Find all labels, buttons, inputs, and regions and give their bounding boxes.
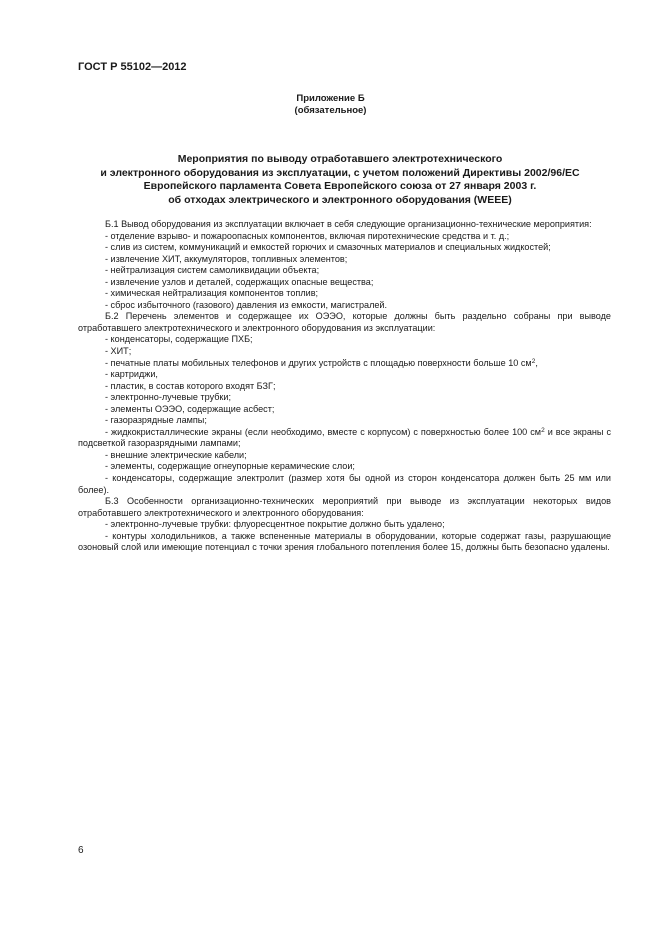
list-item: - пластик, в состав которого входят БЗГ;	[105, 380, 276, 391]
title-line-1: Мероприятия по выводу отработавшего электротехнического	[177, 153, 503, 165]
list-item: - химическая нейтрализация компонентов топлив;	[105, 288, 319, 299]
list-item-text: - жидкокристаллические экраны (если необходимо, вместе с корпусом) с поверхностью более 100 см	[105, 426, 542, 437]
document-code: ГОСТ Р 55102—2012	[78, 61, 187, 73]
list-item-text-end: ,	[535, 357, 538, 368]
list-item	[78, 427, 611, 450]
list-item: - ХИТ;	[105, 346, 132, 357]
list-item: - конденсаторы, содержащие электролит (размер хотя бы одной из сторон конденсатора должен быть 25 мм или более).	[78, 473, 611, 495]
list-item: - сброс избыточного (газового) давления из емкости, магистралей.	[105, 299, 388, 310]
list-item: - электронно-лучевые трубки;	[105, 392, 232, 403]
paragraph-b1: Б.1 Вывод оборудования из эксплуатации включает в себя следующие организационно-технические мероприятия:	[105, 219, 592, 229]
list-item: - элементы ОЭЭО, содержащие асбест;	[105, 403, 275, 414]
page-number: 6	[78, 845, 84, 856]
appendix-heading	[0, 93, 661, 117]
section-title	[70, 153, 610, 207]
appendix-status: (обязательное)	[294, 105, 367, 116]
list-item: - внешние электрические кабели;	[105, 449, 247, 460]
list-item: - отделение взрыво- и пожароопасных компонентов, включая пиротехнические средства и т. д.;	[105, 230, 510, 241]
superscript: 2	[531, 357, 536, 365]
title-line-3: Европейского парламента Совета Европейского союза от 27 января 2003 г.	[143, 180, 537, 192]
list-item: - конденсаторы, содержащие ПХБ;	[105, 334, 253, 345]
list-item: - извлечение ХИТ, аккумуляторов, топливных элементов;	[105, 253, 348, 264]
title-line-4: об отходах электрического и электронного оборудования (WEEE)	[168, 193, 512, 206]
list-item: - элементы, содержащие огнеупорные керамические слои;	[105, 461, 355, 472]
paragraph-b3: Б.3 Особенности организационно-технических мероприятий при выводе из эксплуатации некоторых видов отработавшего электротехнического и электронного оборудования:	[78, 496, 611, 518]
list-item-text-end: и все экраны с подсветкой газоразрядными лампами;	[78, 426, 611, 449]
list-item: - электронно-лучевые трубки: флуоресцентное покрытие должно быть удалено;	[105, 519, 445, 530]
list-item: - нейтрализация систем самоликвидации объекта;	[105, 265, 320, 276]
list-item-text: - печатные платы мобильных телефонов и других устройств с площадью поверхности больше 10 см	[105, 357, 532, 368]
list-item	[78, 358, 611, 370]
list-item: - контуры холодильников, а также вспененные материалы в оборудовании, которые содержат газы, разрушающие озоновый слой или имеющие потенциал с точки зрения глобального потепления более 15, должны быть безопасно удалены.	[78, 530, 611, 553]
paragraph-b2: Б.2 Перечень элементов и содержащее их ОЭЭО, которые должны быть раздельно собраны при выводе отработавшего электротехнического и электронного оборудования из эксплуатации:	[78, 311, 611, 333]
list-item: - извлечение узлов и деталей, содержащих опасные вещества;	[105, 276, 374, 287]
appendix-label: Приложение Б	[296, 93, 365, 104]
list-item: - слив из систем, коммуникаций и емкостей горючих и смазочных материалов и специальных жидкостей;	[105, 242, 551, 253]
list-item: - газоразрядные лампы;	[105, 415, 207, 426]
superscript: 2	[541, 426, 545, 434]
list-item: - картриджи,	[105, 369, 158, 380]
document-body	[78, 219, 611, 554]
title-line-2: и электронного оборудования из эксплуатации, с учетом положений Директивы 2002/96/ЕС	[100, 166, 580, 179]
